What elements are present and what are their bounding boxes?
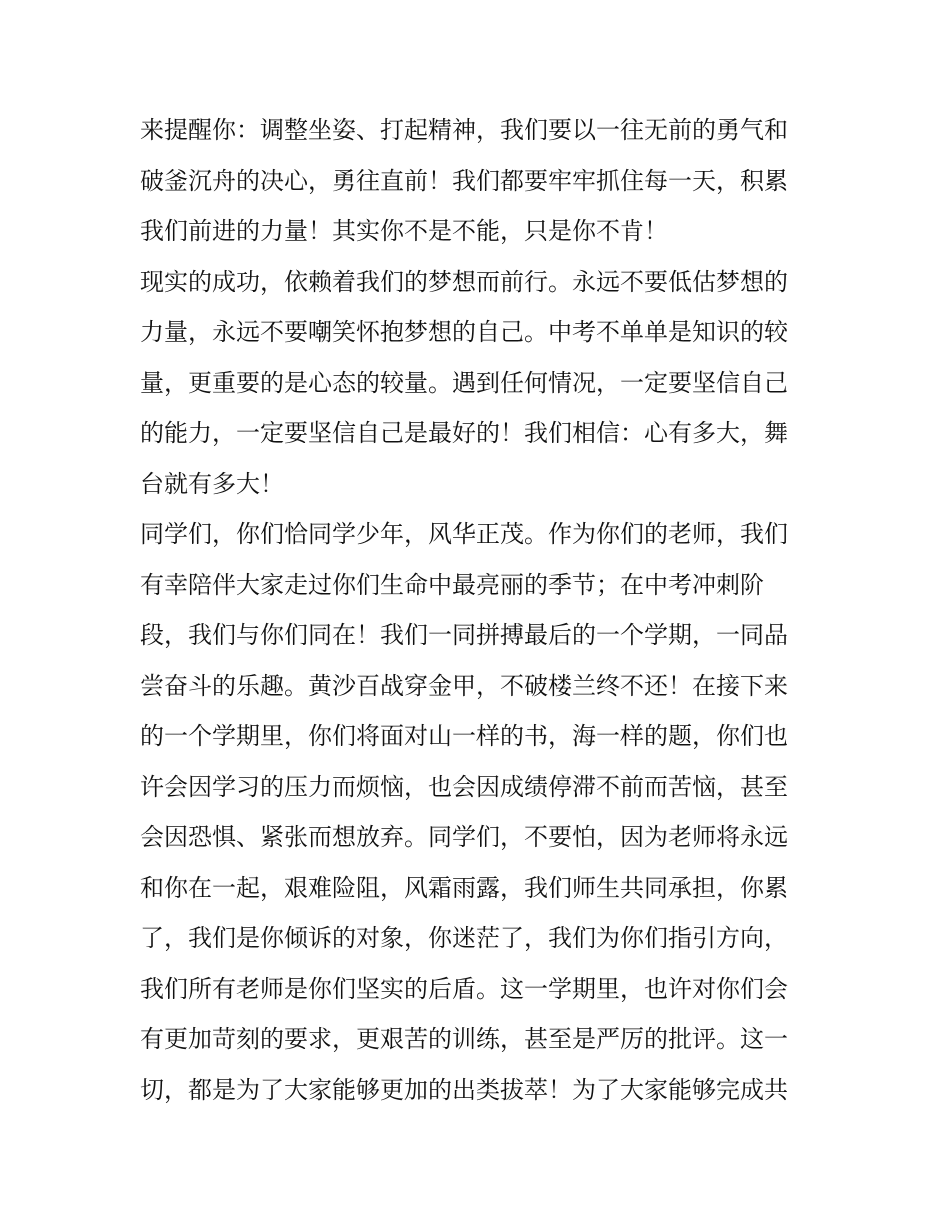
text-line: 同学们，你们恰同学少年，风华正茂。作为你们的老师，我们	[140, 520, 788, 548]
text-line: 破釜沉舟的决心，勇往直前！我们都要牢牢抓住每一天，积累	[140, 167, 788, 195]
text-line: 会因恐惧、紧张而想放弃。同学们，不要怕，因为老师将永远	[140, 823, 788, 851]
text-line: 和你在一起，艰难险阻，风霜雨露，我们师生共同承担，你累	[140, 874, 788, 902]
text-line: 我们前进的力量！其实你不是不能，只是你不肯！	[140, 217, 668, 245]
text-line: 来提醒你：调整坐姿、打起精神，我们要以一往无前的勇气和	[140, 116, 788, 144]
text-line: 量，更重要的是心态的较量。遇到任何情况，一定要坚信自己	[140, 369, 788, 397]
text-line: 切，都是为了大家能够更加的出类拔萃！为了大家能够完成共	[140, 1076, 788, 1104]
text-line: 有更加苛刻的要求，更艰苦的训练，甚至是严厉的批评。这一	[140, 1025, 788, 1053]
text-line: 了，我们是你倾诉的对象，你迷茫了，我们为你们指引方向，	[140, 924, 788, 952]
text-line: 现实的成功，依赖着我们的梦想而前行。永远不要低估梦想的	[140, 268, 788, 296]
text-line: 力量，永远不要嘲笑怀抱梦想的自己。中考不单单是知识的较	[140, 318, 788, 346]
text-line: 许会因学习的压力而烦恼，也会因成绩停滞不前而苦恼，甚至	[140, 773, 788, 801]
text-line: 我们所有老师是你们坚实的后盾。这一学期里，也许对你们会	[140, 975, 788, 1003]
text-line: 尝奋斗的乐趣。黄沙百战穿金甲，不破楼兰终不还！在接下来	[140, 672, 788, 700]
text-line: 的能力，一定要坚信自己是最好的！我们相信：心有多大，舞	[140, 419, 788, 447]
text-line: 台就有多大！	[140, 470, 284, 498]
text-line: 有幸陪伴大家走过你们生命中最亮丽的季节；在中考冲刺阶	[140, 571, 764, 599]
text-line: 的一个学期里，你们将面对山一样的书，海一样的题，你们也	[140, 722, 788, 750]
text-line: 段，我们与你们同在！我们一同拼搏最后的一个学期，一同品	[140, 621, 788, 649]
